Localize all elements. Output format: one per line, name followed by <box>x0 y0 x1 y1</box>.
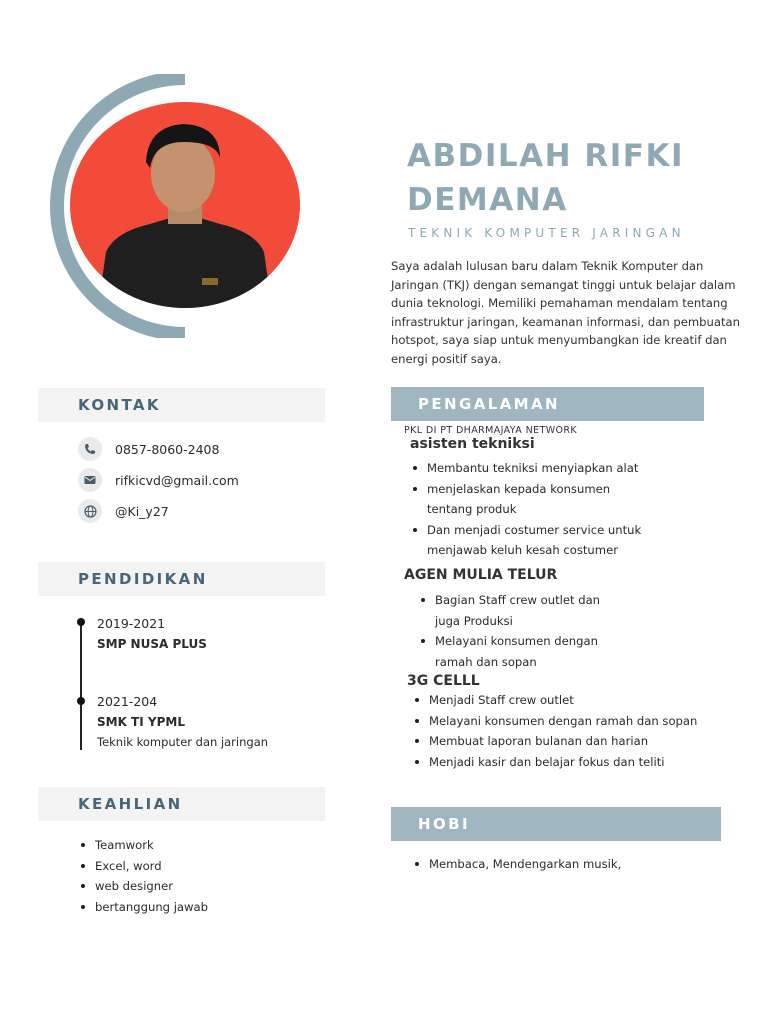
keahlian-title: KEAHLIAN <box>78 795 183 813</box>
contact-phone[interactable] <box>78 438 219 460</box>
list-item: Menjadi Staff crew outlet <box>412 690 702 711</box>
timeline-dot <box>77 697 85 705</box>
contact-email[interactable] <box>78 469 239 491</box>
list-item: bertanggung jawab <box>78 897 208 918</box>
pendidikan-header <box>38 562 325 596</box>
name-line-2: DEMANA <box>407 182 568 218</box>
about-paragraph: Saya adalah lulusan baru dalam Teknik Komputer dan Jaringan (TKJ) dengan semangat tinggi untuk belajar dalam dunia teknologi. Memiliki pemahaman mendalam tentang infrastruktur jaringan, keamanan informasi, dan pembuatan hotspot, saya siap untuk menyumbangkan ide kreatif dan energi positif saya. <box>391 259 740 366</box>
job-place: PKL DI PT DHARMAJAYA NETWORK <box>404 425 578 436</box>
hobby-list <box>412 854 712 875</box>
full-name <box>407 134 747 222</box>
list-item: Excel, word <box>78 856 208 877</box>
pengalaman-title: PENGALAMAN <box>418 395 560 413</box>
job-title: 3G CELLL <box>407 673 480 689</box>
job-role: TEKNIK KOMPUTER JARINGAN <box>408 226 685 240</box>
name-line-1: ABDILAH RIFKI <box>407 138 685 174</box>
email-text: rifkicvd@gmail.com <box>115 472 239 488</box>
skills-list <box>78 835 208 917</box>
keahlian-header <box>38 787 325 821</box>
job-title: AGEN MULIA TELUR <box>404 567 558 583</box>
timeline-line <box>80 622 82 750</box>
list-item: menjelaskan kepada konsumen tentang produk <box>410 479 650 520</box>
hobi-header <box>391 807 721 841</box>
list-item: Membantu tekniksi menyiapkan alat <box>410 458 680 479</box>
kontak-title: KONTAK <box>78 396 161 414</box>
phone-icon <box>78 437 102 461</box>
list-item: Dan menjadi costumer service untuk menjawab keluh kesah costumer <box>410 520 675 561</box>
edu-years: 2019-2021 <box>97 616 166 631</box>
globe-icon <box>78 499 102 523</box>
timeline-dot <box>77 618 85 626</box>
social-text: @Ki_y27 <box>115 503 169 519</box>
list-item: Membaca, Mendengarkan musik, <box>412 854 712 875</box>
education-item <box>97 692 268 752</box>
mail-icon <box>78 468 102 492</box>
profile-photo <box>70 102 300 308</box>
list-item: web designer <box>78 876 208 897</box>
phone-text: 0857-8060-2408 <box>115 441 220 457</box>
list-item: Teamwork <box>78 835 208 856</box>
edu-major: Teknik komputer dan jaringan <box>97 735 269 749</box>
list-item: Melayani konsumen dengan ramah dan sopan <box>418 631 623 672</box>
kontak-header <box>38 388 325 422</box>
edu-years: 2021-204 <box>97 694 158 709</box>
pengalaman-header <box>391 387 704 421</box>
edu-school: SMP NUSA PLUS <box>97 637 207 651</box>
edu-school: SMK TI YPML <box>97 715 185 729</box>
list-item: Menjadi kasir dan belajar fokus dan teliti <box>412 752 702 773</box>
list-item: Bagian Staff crew outlet dan juga Produksi <box>418 590 623 631</box>
list-item: Melayani konsumen dengan ramah dan sopan <box>412 711 702 732</box>
job-duties-list <box>410 458 680 561</box>
hobi-title: HOBI <box>418 815 470 833</box>
list-item: Membuat laporan bulanan dan harian <box>412 731 702 752</box>
pendidikan-title: PENDIDIKAN <box>78 570 208 588</box>
job-duties-list <box>418 590 623 672</box>
contact-social[interactable] <box>78 500 169 522</box>
person-silhouette <box>70 102 300 308</box>
job-duties-list <box>412 690 702 772</box>
job-title: asisten tekniksi <box>410 436 535 452</box>
education-item <box>97 614 207 654</box>
